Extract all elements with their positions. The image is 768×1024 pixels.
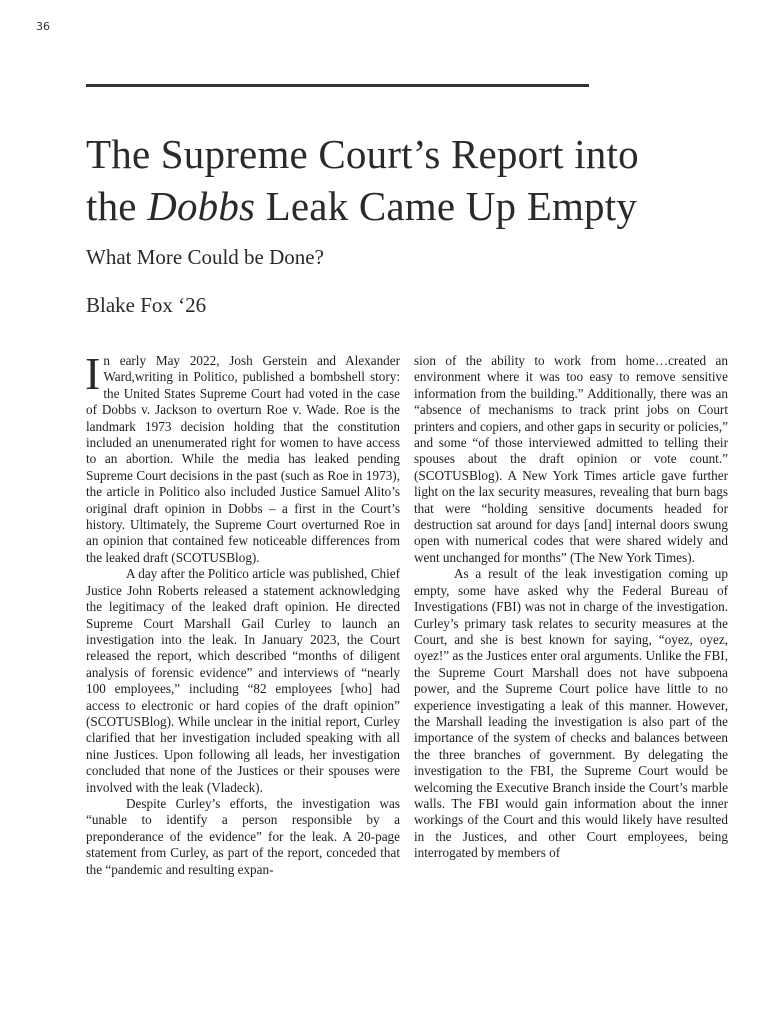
paragraph: Despite Curley’s efforts, the investigation was “unable to identify a person responsible by a preponderance of the evidence” for the leak. A 20-page statement from Curley, as part of the report, conceded that the “pandemic and resulting expan- bbox=[86, 795, 400, 877]
paragraph-text: n early May 2022, Josh Gerstein and Alexander Ward,writing in Politico, published a bombshell story: the United States Supreme Court had voted in the case of Dobbs v. Jackson to overturn Roe v. Wade. Roe is the landmark 1973 decision holding that the constitution included an unenumerated right for women to have access to an abortion. While the media has leaked pending Supreme Court decisions in the past (such as Roe in 1973), the article in Politico also included Justice Samuel Alito’s original draft opinion in Dobbs – a first in the Court’s history. Ultimately, the Supreme Court overturned Roe in an opinion that contained few noticeable differences from the leaked draft (SCOTUSBlog). bbox=[86, 353, 400, 565]
author-byline: Blake Fox ‘26 bbox=[86, 293, 207, 317]
left-column bbox=[85, 348, 400, 878]
paragraph: sion of the ability to work from home…created an environment where it was too easy to remove sensitive information from the building.” Additionally, there was an “absence of mechanisms to track print jobs on Court printers and copiers, and other gaps in security or policies,” and some “of those interviewed admitted to telling their spouses about the draft opinion or vote count.” (SCOTUSBlog). A New York Times article gave further light on the lax security measures, revealing that burn bags that were “holding sensitive documents headed for destruction sat around for days [and] internal doors swung open with numerical codes that were shared widely and went unchanged for months” (The New York Times). bbox=[414, 353, 728, 565]
title-italic-case-name: Dobbs bbox=[147, 183, 256, 229]
paragraph: As a result of the leak investigation coming up empty, some have asked why the Federal Bureau of Investigations (FBI) was not in charge of the investigation. Curley’s primary task relates to security measures at the Court, and she is best known for saying, “oyez, oyez, oyez!” as the Justices enter oral arguments. Unlike the FBI, the Supreme Court Marshall does not have subpoena power, and the Supreme Court police have little to no experience investigating a leak of this manner. However, the Marshall leading the investigation is also part of the importance of the system of checks and balances between the three branches of government. By delegating the investigation to the FBI, the Supreme Court would be welcoming the Executive Branch inside the Court’s marble walls. The FBI would gain information about the inner workings of the Court and this would likely have resulted in the Justices, and other Court employees, being interrogated by members of bbox=[414, 566, 728, 861]
title-line-1: The Supreme Court’s Report into bbox=[86, 131, 639, 177]
paragraph bbox=[85, 348, 400, 566]
title-line-2-suffix: Leak Came Up Empty bbox=[255, 183, 638, 229]
header-rule bbox=[86, 84, 589, 87]
title-line-2-prefix: the bbox=[86, 183, 148, 229]
paragraph: A day after the Politico article was published, Chief Justice John Roberts released a statement acknowledging the legitimacy of the leaked draft opinion. He directed Supreme Court Marshall Gail Curley to launch an investigation into the leak. In January 2023, the Court released the report, which described “months of diligent analysis of forensic evidence” and interviews of “nearly 100 employees,” including “82 employees [who] had access to electronic or hard copies of the draft opinion” (SCOTUSBlog). While unclear in the initial report, Curley clarified that her investigation included speaking with all nine Justices. Upon following all leads, her investigation concluded that none of the Justices or their spouses were involved with the leak (Vladeck). bbox=[86, 566, 400, 795]
page-number: 36 bbox=[36, 20, 50, 33]
article-title bbox=[86, 128, 726, 232]
drop-cap: I bbox=[85, 348, 101, 399]
article-body bbox=[85, 348, 728, 878]
article-subtitle: What More Could be Done? bbox=[86, 245, 324, 269]
right-column bbox=[414, 353, 728, 878]
